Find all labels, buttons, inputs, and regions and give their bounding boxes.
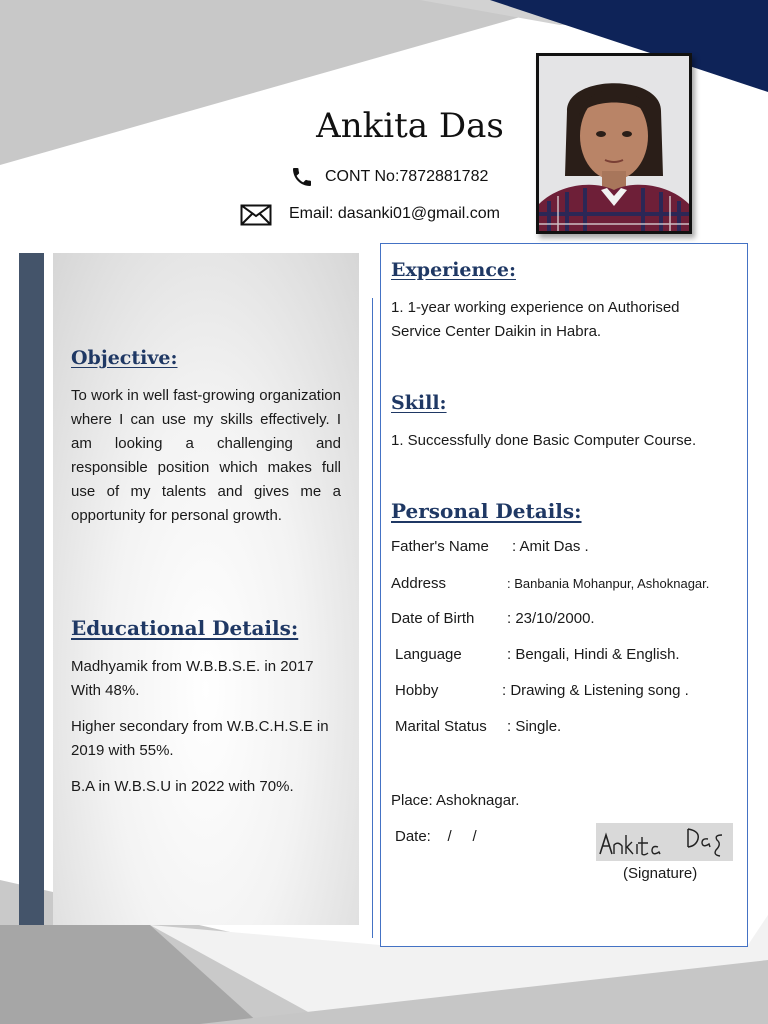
pd-value-hobby: : Drawing & Listening song . bbox=[502, 682, 689, 699]
experience-text: 1. 1-year working experience on Authorised Service Center Daikin in Habra. bbox=[391, 299, 680, 340]
pd-label-hobby: Hobby bbox=[395, 682, 439, 699]
pd-value-marital: : Single. bbox=[507, 718, 562, 735]
pd-label-marital: Marital Status bbox=[395, 718, 487, 735]
experience-heading: Experience: bbox=[391, 259, 516, 281]
signature-image bbox=[596, 823, 733, 861]
contact-number: CONT No:7872881782 bbox=[325, 168, 489, 185]
education-item: Higher secondary from W.B.C.H.S.E in 2019 with 55%. bbox=[71, 718, 329, 759]
pd-value-address bbox=[507, 575, 709, 592]
profile-photo bbox=[536, 53, 692, 234]
pd-value-language: : Bengali, Hindi & English. bbox=[507, 646, 680, 663]
place-line: Place: Ashoknagar. bbox=[391, 792, 520, 809]
personal-details-heading: Personal Details: bbox=[391, 499, 582, 523]
pd-value-address-text: : Banbania Mohanpur, Ashoknagar. bbox=[507, 576, 710, 591]
right-divider-line bbox=[372, 298, 373, 938]
candidate-name: Ankita Das bbox=[316, 106, 504, 146]
skill-text: 1. Successfully done Basic Computer Course. bbox=[391, 432, 697, 449]
education-heading: Educational Details: bbox=[71, 616, 299, 640]
pd-label-dob: Date of Birth bbox=[391, 610, 475, 627]
objective-text: To work in well fast-growing organization where I can use my skills effectively. I am looking a challenging and responsible position which makes full use of my talents and gives me a opportunity for personal growth. bbox=[71, 387, 341, 524]
pd-label-father: Father's Name bbox=[391, 538, 489, 555]
envelope-icon bbox=[240, 204, 272, 226]
date-line: Date: / / bbox=[395, 828, 477, 845]
phone-icon bbox=[289, 165, 315, 189]
pd-label-address: Address bbox=[391, 575, 447, 592]
education-item: Madhyamik from W.B.B.S.E. in 2017 With 48%. bbox=[71, 658, 314, 699]
pd-label-language: Language bbox=[395, 646, 462, 663]
signature-caption: (Signature) bbox=[623, 865, 698, 882]
education-item: B.A in W.B.S.U in 2022 with 70%. bbox=[71, 778, 294, 795]
left-accent-bar bbox=[19, 253, 44, 925]
objective-heading: Objective: bbox=[71, 347, 178, 369]
pd-value-dob: : 23/10/2000. bbox=[507, 610, 595, 627]
email-address: Email: dasanki01@gmail.com bbox=[289, 205, 500, 222]
pd-value-father: : Amit Das . bbox=[512, 538, 589, 555]
skill-heading: Skill: bbox=[391, 392, 447, 414]
